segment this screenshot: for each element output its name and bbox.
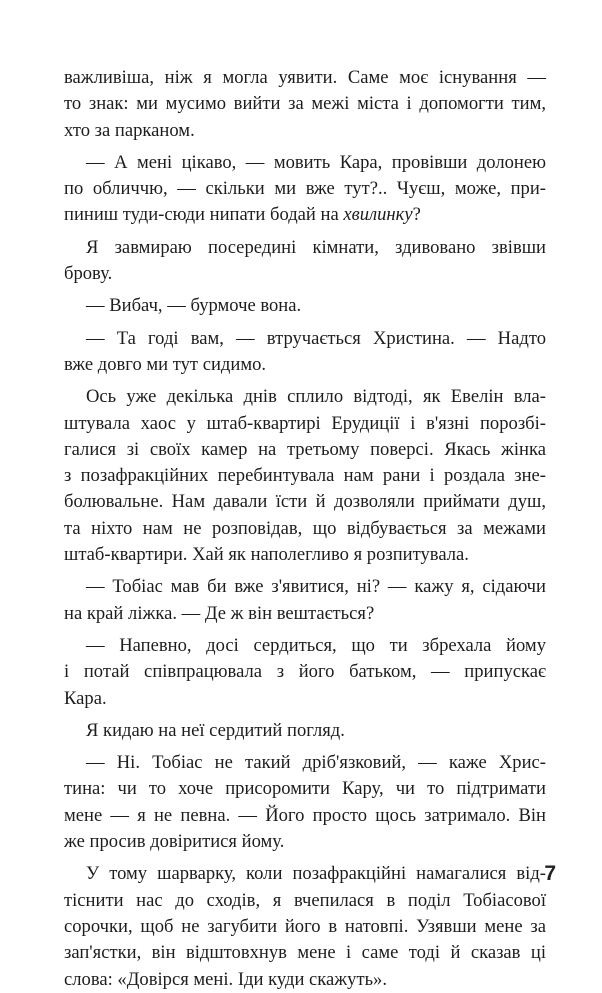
text-line: Я завмираю посередині кімнати, здивовано звівши [86, 236, 546, 258]
paragraph [64, 718, 546, 744]
text-line: У тому шарварку, коли позафракційні намагалися від- [86, 863, 546, 885]
text-line: — Ні. Тобіас не такий дріб'язковий, — каже Хрис- [86, 752, 546, 774]
text-line: брову. [64, 263, 113, 285]
text-line: та ніхто нам не розповідав, що відбувається за межами [64, 517, 546, 539]
page-number: 7 [544, 862, 556, 885]
text-line: тіснити нас до сходів, я вчепилася в поділ Тобіасової [64, 889, 546, 911]
paragraph [64, 326, 546, 379]
text-line: же просив довіритися йому. [64, 831, 285, 853]
text-line: Кара. [64, 687, 107, 709]
text-line: і потай співпрацювала з його батьком, — припускає [64, 661, 546, 683]
text-line: то знак: ми мусимо вийти за межі міста і допомогти тим, [64, 93, 546, 115]
paragraph [64, 633, 546, 712]
text-line: мене — я не певна. — Його просто щось затримало. Він [64, 804, 546, 826]
text-line: пиниш туди-сюди нипати бодай на хвилинку? [64, 204, 421, 226]
text-line: слова: «Довірся мені. Іди куди скажуть». [64, 968, 387, 990]
paragraph [64, 65, 546, 144]
text-line: болювальне. Нам давали їсти й дозволяли приймати душ, [64, 491, 546, 513]
text-line: Я кидаю на неї сердитий погляд. [86, 719, 345, 741]
paragraph [64, 750, 546, 855]
paragraph [64, 293, 546, 319]
text-line: — Тобіас мав би вже з'явитися, ні? — кажу я, сідаючи [86, 576, 546, 598]
paragraph [64, 574, 546, 627]
text-line: Ось уже декілька днів сплило відтоді, як Евелін вла- [86, 386, 546, 408]
paragraph [64, 384, 546, 568]
text-line: штаб-квартири. Хай як наполегливо я розпитувала. [64, 544, 469, 566]
paragraph [64, 150, 546, 229]
text-line: — А мені цікаво, — мовить Кара, провівши долонею [86, 151, 546, 173]
text-line: — Та годі вам, — втручається Христина. — Надто [86, 327, 546, 349]
paragraph [64, 861, 546, 992]
text-line: на край ліжка. — Де ж він вештається? [64, 602, 375, 624]
text-line: тина: чи то хоче присоромити Кару, чи то підтримати [64, 778, 546, 800]
text-line: галися зі своїх камер на третьому поверсі. Якась жінка [64, 438, 546, 460]
text-line: сорочки, щоб не загубити його в натовпі. Узявши мене за [64, 915, 546, 937]
text-line: з позафракційних перебинтувала нам рани і роздала зне- [64, 465, 546, 487]
text-line: по обличчю, — скільки ми вже тут?.. Чуєш, може, при- [64, 178, 546, 200]
text-line: хто за парканом. [64, 119, 195, 141]
paragraph [64, 235, 546, 288]
text-line: — Вибач, — бурмоче вона. [86, 295, 302, 317]
text-line: важливіша, ніж я могла уявити. Саме моє існування — [64, 67, 546, 88]
text-line: вже довго ми тут сидимо. [64, 353, 267, 375]
text-line: — Напевно, досі сердиться, що ти збрехала йому [86, 634, 546, 656]
text-line: штувала хаос у штаб-квартирі Ерудиції і в'язні порозбі- [64, 412, 546, 434]
body-text [64, 65, 546, 993]
text-line: зап'ястки, він відштовхнув мене і саме тоді й сказав ці [64, 942, 546, 964]
emphasis-text: хвилинку [343, 204, 413, 226]
